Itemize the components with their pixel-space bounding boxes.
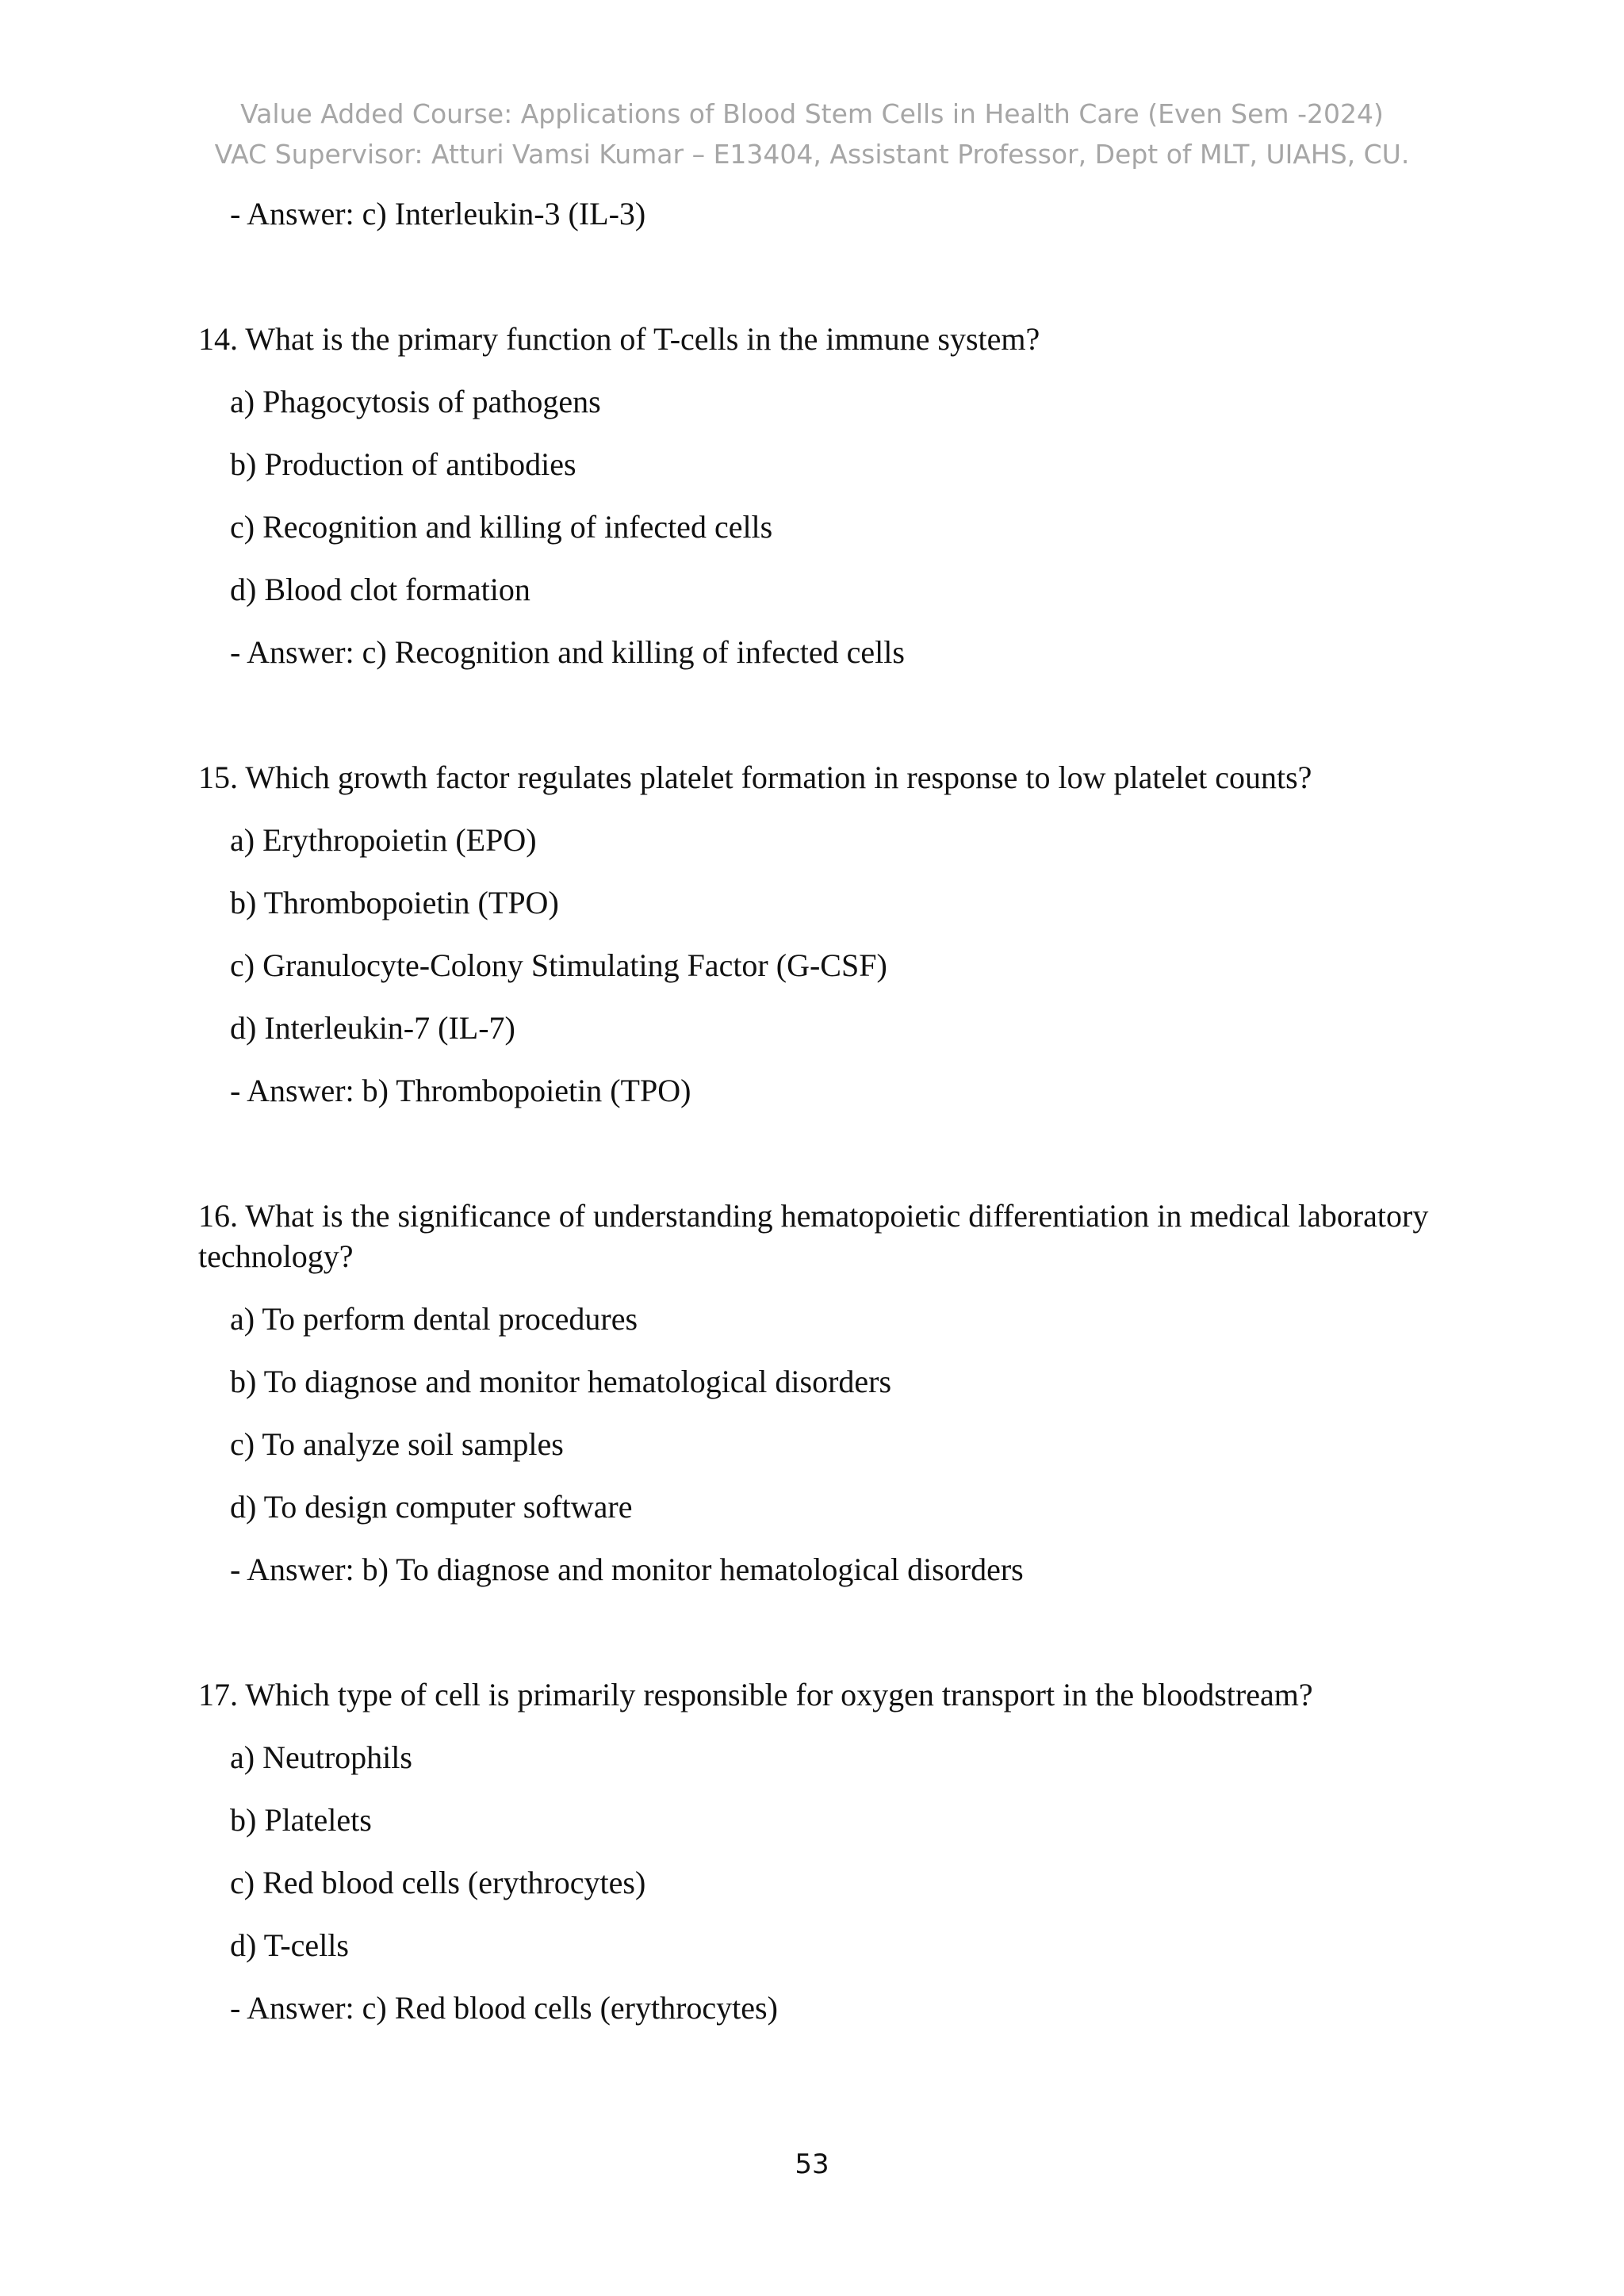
option-c: c) To analyze soil samples xyxy=(230,1426,564,1462)
option-b: b) To diagnose and monitor hematological disorders xyxy=(230,1364,892,1399)
document-body xyxy=(198,193,1435,2113)
question-text: 17. Which type of cell is primarily responsible for oxygen transport in the bloodstream? xyxy=(198,1677,1313,1712)
option-c: c) Granulocyte-Colony Stimulating Factor (G-CSF) xyxy=(230,947,887,983)
option-d: d) T-cells xyxy=(230,1927,349,1963)
option-d: d) Interleukin-7 (IL-7) xyxy=(230,1010,515,1046)
question-17 xyxy=(198,1674,1435,2028)
option-b: b) Thrombopoietin (TPO) xyxy=(230,885,559,920)
option-a: a) To perform dental procedures xyxy=(230,1301,638,1337)
question-16 xyxy=(198,1196,1435,1590)
option-b: b) Platelets xyxy=(230,1802,372,1838)
question-14 xyxy=(198,319,1435,672)
question-text: 14. What is the primary function of T-cells in the immune system? xyxy=(198,321,1040,357)
previous-question-answer: - Answer: c) Interleukin-3 (IL-3) xyxy=(230,196,646,232)
question-text: 16. What is the significance of understanding hematopoietic differentiation in medical laboratory technology? xyxy=(198,1198,1429,1274)
option-d: d) Blood clot formation xyxy=(230,572,530,607)
question-text: 15. Which growth factor regulates platelet formation in response to low platelet counts? xyxy=(198,760,1312,795)
answer: - Answer: b) To diagnose and monitor hematological disorders xyxy=(230,1552,1024,1587)
option-c: c) Red blood cells (erythrocytes) xyxy=(230,1865,646,1900)
option-d: d) To design computer software xyxy=(230,1489,633,1525)
option-a: a) Phagocytosis of pathogens xyxy=(230,384,601,419)
page-header xyxy=(0,94,1624,174)
option-a: a) Erythropoietin (EPO) xyxy=(230,822,537,858)
answer: - Answer: c) Red blood cells (erythrocytes) xyxy=(230,1990,778,2026)
option-c: c) Recognition and killing of infected cells xyxy=(230,509,773,545)
page-number: 53 xyxy=(795,2149,829,2180)
question-15 xyxy=(198,757,1435,1111)
header-supervisor: VAC Supervisor: Atturi Vamsi Kumar – E13404, Assistant Professor, Dept of MLT, UIAHS, CU. xyxy=(214,139,1410,170)
answer: - Answer: c) Recognition and killing of infected cells xyxy=(230,634,905,670)
option-b: b) Production of antibodies xyxy=(230,446,576,482)
option-a: a) Neutrophils xyxy=(230,1739,412,1775)
answer: - Answer: b) Thrombopoietin (TPO) xyxy=(230,1073,691,1108)
header-course-title: Value Added Course: Applications of Blood Stem Cells in Health Care (Even Sem -2024) xyxy=(240,98,1384,129)
